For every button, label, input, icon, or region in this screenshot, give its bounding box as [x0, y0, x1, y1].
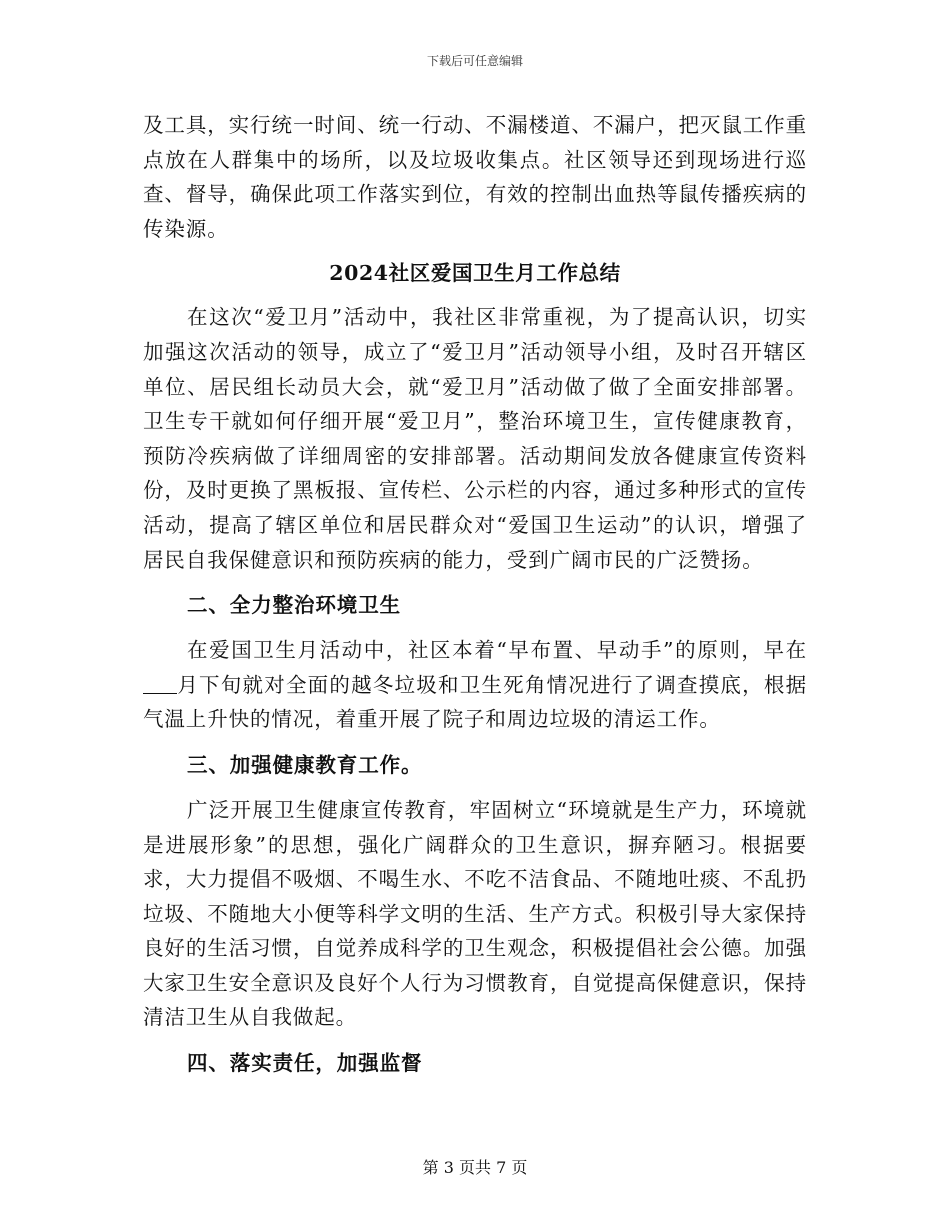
fill-in-blank [143, 675, 177, 694]
paragraph-section-2-part-b: 月下旬就对全面的越冬垃圾和卫生死角情况进行了调查摸底，根据气温上升快的情况，着重开展了院子和周边垃圾的清运工作。 [143, 672, 807, 732]
paragraph-intro: 在这次“爱卫月”活动中，我社区非常重视，为了提高认识，切实加强这次活动的领导，成立了“爱卫月”活动领导小组，及时召开辖区单位、居民组长动员大会，就“爱卫月”活动做了做了全面安排部署。卫生专干就如何仔细开展“爱卫月”，整治环境卫生，宣传健康教育，预防冷疾病做了详细周密的安排部署。活动期间发放各健康宣传资料份，及时更换了黑板报、宣传栏、公示栏的内容，通过多种形式的宣传活动，提高了辖区单位和居民群众对“爱国卫生运动”的认识，增强了居民自我保健意识和预防疾病的能力，受到广阔市民的广泛赞扬。 [143, 305, 807, 572]
paragraph-section-2 [143, 633, 807, 737]
paragraph-continued: 及工具，实行统一时间、统一行动、不漏楼道、不漏户，把灭鼠工作重点放在人群集中的场所，以及垃圾收集点。社区领导还到现场进行巡查、督导，确保此项工作落实到位，有效的控制出血热等鼠传播疾病的传染源。 [143, 113, 807, 241]
document-body [143, 108, 807, 1091]
page-header: 下载后可任意编辑 [426, 54, 523, 68]
document-title: 2024社区爱国卫生月工作总结 [329, 261, 621, 286]
section-heading-4: 四、落实责任，加强监督 [187, 1051, 423, 1076]
paragraph-section-2-part-a: 在爱国卫生月活动中，社区本着“早布置、早动手”的原则，早在 [187, 638, 807, 663]
paragraph-section-3: 广泛开展卫生健康宣传教育，牢固树立“环境就是生产力，环境就是进展形象”的思想，强化广阔群众的卫生意识，摒弃陋习。根据要求，大力提倡不吸烟、不喝生水、不吃不洁食品、不随地吐痰、不乱扔垃圾、不随地大小便等科学文明的生活、生产方式。积极引导大家保持良好的生活习惯，自觉养成科学的卫生观念，积极提倡社会公德。加强大家卫生安全意识及良好个人行为习惯教育，自觉提高保健意识，保持清洁卫生从自我做起。 [143, 797, 807, 1030]
page-footer: 第 3 页共 7 页 [422, 1158, 528, 1177]
section-heading-2: 二、全力整治环境卫生 [187, 593, 401, 618]
section-heading-3: 三、加强健康教育工作。 [187, 752, 423, 777]
